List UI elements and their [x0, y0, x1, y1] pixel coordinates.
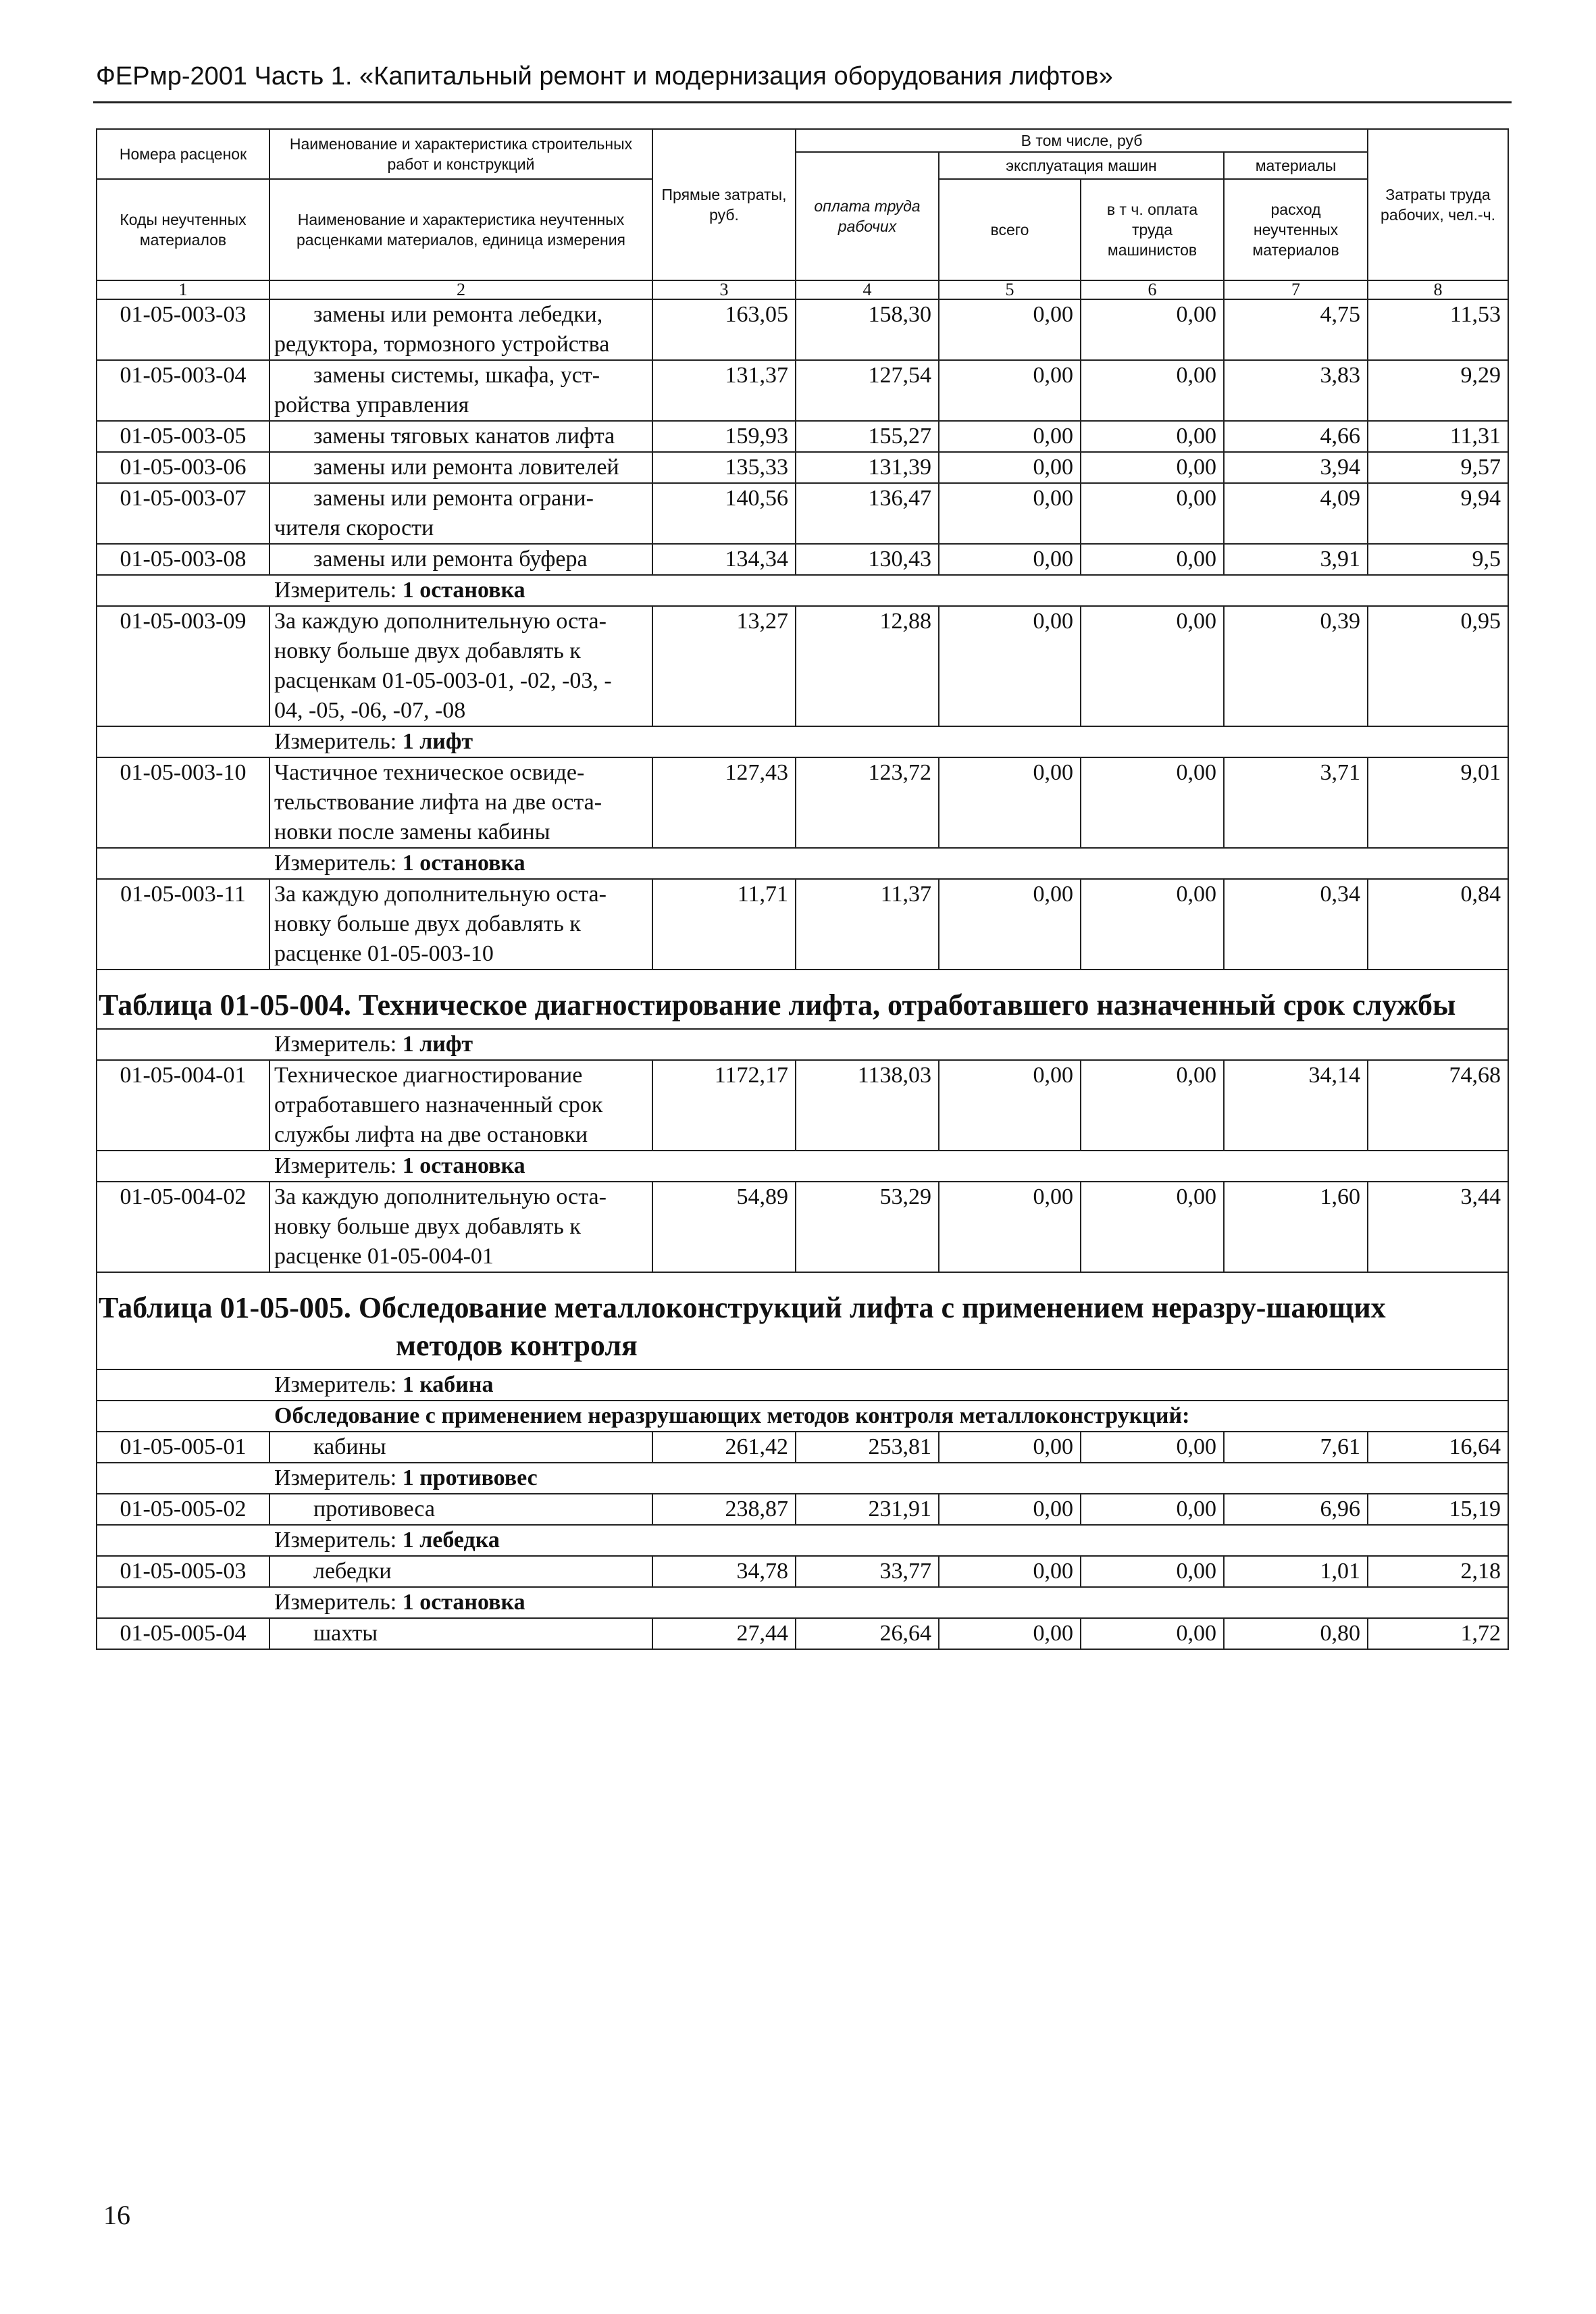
work-name [269, 1432, 652, 1463]
unit-prefix: Измеритель: [274, 1528, 403, 1553]
value-cell: 0,00 [1081, 1618, 1224, 1649]
unit-value: 1 противовес [402, 1465, 538, 1490]
unit-prefix: Измеритель: [274, 729, 403, 754]
work-name-line: замены или ремонта ограни- [313, 486, 594, 511]
col-number: 8 [1368, 280, 1508, 299]
unit-label [97, 726, 1508, 757]
value-cell: 0,00 [1081, 1556, 1224, 1587]
work-name-line: расценкам 01-05-003-01, -02, -03, - [274, 668, 612, 693]
work-name [269, 1182, 652, 1272]
value-cell: 0,00 [1081, 452, 1224, 483]
unit-row [97, 1029, 1508, 1060]
work-name-line: За каждую дополнительную оста- [274, 609, 607, 634]
rate-code: 01-05-003-05 [97, 421, 269, 452]
value-cell: 127,54 [796, 360, 939, 421]
value-cell: 134,34 [652, 544, 796, 575]
value-cell: 0,00 [1081, 421, 1224, 452]
value-cell: 9,01 [1368, 757, 1508, 848]
table-row [97, 544, 1508, 575]
section-subtitle: Обследование с применением неразрушающих методов контроля металлоконструкций: [97, 1401, 1508, 1432]
col-header-material-codes: Коды неучтенных материалов [97, 179, 269, 280]
work-name-line: отработавшего назначенный срок [274, 1092, 603, 1117]
value-cell: 231,91 [796, 1494, 939, 1525]
work-name-line: замены или ремонта ловителей [313, 455, 619, 480]
unit-prefix: Измеритель: [274, 851, 403, 876]
value-cell: 123,72 [796, 757, 939, 848]
value-cell: 34,78 [652, 1556, 796, 1587]
unit-row [97, 1463, 1508, 1494]
value-cell: 9,5 [1368, 544, 1508, 575]
value-cell: 0,00 [939, 1618, 1081, 1649]
table-row [97, 483, 1508, 544]
value-cell: 1138,03 [796, 1060, 939, 1151]
value-cell: 130,43 [796, 544, 939, 575]
value-cell: 0,00 [1081, 544, 1224, 575]
value-cell: 54,89 [652, 1182, 796, 1272]
value-cell: 26,64 [796, 1618, 939, 1649]
work-name-line: чителя скорости [274, 515, 434, 540]
rate-code: 01-05-005-01 [97, 1432, 269, 1463]
work-name-line: тельствование лифта на две оста- [274, 790, 602, 815]
value-cell: 9,29 [1368, 360, 1508, 421]
work-name [269, 299, 652, 360]
work-name [269, 1060, 652, 1151]
col-number: 5 [939, 280, 1081, 299]
value-cell: 0,39 [1224, 606, 1368, 726]
work-name-line: За каждую дополнительную оста- [274, 1184, 607, 1209]
rates-table [96, 128, 1509, 1650]
table-row [97, 757, 1508, 848]
unit-row [97, 1587, 1508, 1618]
work-name [269, 879, 652, 970]
rate-code: 01-05-003-11 [97, 879, 269, 970]
rate-code: 01-05-003-03 [97, 299, 269, 360]
value-cell: 4,75 [1224, 299, 1368, 360]
rate-code: 01-05-003-06 [97, 452, 269, 483]
value-cell: 0,00 [1081, 1182, 1224, 1272]
table-row [97, 452, 1508, 483]
section-title: Таблица 01-05-005. Обследование металлоконструкций лифта с применением неразру-шающих методов контроля [97, 1272, 1508, 1369]
col-number: 4 [796, 280, 939, 299]
value-cell: 155,27 [796, 421, 939, 452]
work-name-line: лебедки [313, 1559, 392, 1584]
rate-code: 01-05-003-10 [97, 757, 269, 848]
rate-code: 01-05-005-04 [97, 1618, 269, 1649]
col-header-machines-total: всего [939, 179, 1081, 280]
work-name-line: замены или ремонта буфера [313, 547, 588, 572]
value-cell: 0,00 [939, 1182, 1081, 1272]
rate-code: 01-05-003-08 [97, 544, 269, 575]
value-cell: 12,88 [796, 606, 939, 726]
table-row [97, 1432, 1508, 1463]
unit-value: 1 остановка [402, 578, 525, 603]
value-cell: 33,77 [796, 1556, 939, 1587]
value-cell: 0,00 [939, 1060, 1081, 1151]
value-cell: 158,30 [796, 299, 939, 360]
table-row [97, 606, 1508, 726]
col-header-material-name: Наименование и характеристика неучтенных расценками материалов, единица измерения [269, 179, 652, 280]
value-cell: 1172,17 [652, 1060, 796, 1151]
value-cell: 1,60 [1224, 1182, 1368, 1272]
work-name-line: замены системы, шкафа, уст- [313, 363, 600, 388]
value-cell: 3,71 [1224, 757, 1368, 848]
value-cell: 16,64 [1368, 1432, 1508, 1463]
unit-label [97, 575, 1508, 606]
col-number: 2 [269, 280, 652, 299]
work-name [269, 1556, 652, 1587]
work-name-line: За каждую дополнительную оста- [274, 882, 607, 907]
value-cell: 11,71 [652, 879, 796, 970]
value-cell: 253,81 [796, 1432, 939, 1463]
value-cell: 0,00 [939, 1494, 1081, 1525]
unit-prefix: Измеритель: [274, 1465, 403, 1490]
work-name-line: новки после замены кабины [274, 820, 550, 845]
col-number: 1 [97, 280, 269, 299]
work-name [269, 1494, 652, 1525]
value-cell: 0,00 [939, 299, 1081, 360]
value-cell: 0,00 [1081, 1432, 1224, 1463]
work-name-line: ройства управления [274, 393, 469, 418]
work-name-line: кабины [313, 1434, 386, 1459]
col-header-rate-numbers: Номера расценок [97, 129, 269, 179]
rate-code: 01-05-003-07 [97, 483, 269, 544]
table-heading-row [97, 970, 1508, 1029]
value-cell: 0,95 [1368, 606, 1508, 726]
value-cell: 11,37 [796, 879, 939, 970]
value-cell: 3,44 [1368, 1182, 1508, 1272]
value-cell: 0,00 [939, 452, 1081, 483]
value-cell: 127,43 [652, 757, 796, 848]
unit-value: 1 остановка [402, 1590, 525, 1615]
value-cell: 3,94 [1224, 452, 1368, 483]
table-row [97, 299, 1508, 360]
unit-prefix: Измеритель: [274, 1032, 403, 1057]
unit-value: 1 остановка [402, 1153, 525, 1178]
unit-prefix: Измеритель: [274, 1153, 403, 1178]
table-row [97, 360, 1508, 421]
value-cell: 4,09 [1224, 483, 1368, 544]
value-cell: 9,94 [1368, 483, 1508, 544]
table-heading-row [97, 1272, 1508, 1369]
col-header-work-name: Наименование и характеристика строительных работ и конструкций [269, 129, 652, 179]
work-name-line: редуктора, тормозного устройства [274, 332, 610, 357]
value-cell: 0,00 [1081, 483, 1224, 544]
value-cell: 0,80 [1224, 1618, 1368, 1649]
value-cell: 163,05 [652, 299, 796, 360]
unit-label [97, 1151, 1508, 1182]
work-name [269, 360, 652, 421]
unit-row [97, 1151, 1508, 1182]
work-name [269, 452, 652, 483]
value-cell: 1,72 [1368, 1618, 1508, 1649]
value-cell: 0,00 [1081, 606, 1224, 726]
unit-value: 1 лифт [402, 729, 473, 754]
work-name-line: шахты [313, 1621, 378, 1646]
unit-label [97, 1029, 1508, 1060]
value-cell: 159,93 [652, 421, 796, 452]
unit-label [97, 848, 1508, 879]
rate-code: 01-05-005-03 [97, 1556, 269, 1587]
value-cell: 0,00 [939, 360, 1081, 421]
work-name-line: противовеса [313, 1496, 436, 1521]
col-header-worker-pay: оплата труда рабочих [796, 152, 939, 280]
value-cell: 2,18 [1368, 1556, 1508, 1587]
unit-row [97, 726, 1508, 757]
table-body [97, 299, 1508, 1649]
value-cell: 0,00 [939, 1432, 1081, 1463]
col-number: 3 [652, 280, 796, 299]
work-name-line: Частичное техническое освиде- [274, 760, 585, 785]
value-cell: 34,14 [1224, 1060, 1368, 1151]
value-cell: 238,87 [652, 1494, 796, 1525]
unit-label [97, 1525, 1508, 1556]
value-cell: 9,57 [1368, 452, 1508, 483]
value-cell: 0,34 [1224, 879, 1368, 970]
value-cell: 27,44 [652, 1618, 796, 1649]
rate-code: 01-05-004-01 [97, 1060, 269, 1151]
work-name-line: расценке 01-05-004-01 [274, 1244, 494, 1269]
value-cell: 0,84 [1368, 879, 1508, 970]
rate-code: 01-05-005-02 [97, 1494, 269, 1525]
unit-row [97, 1525, 1508, 1556]
value-cell: 136,47 [796, 483, 939, 544]
subheading-row [97, 1401, 1508, 1432]
col-header-group: В том числе, руб [796, 129, 1368, 152]
value-cell: 15,19 [1368, 1494, 1508, 1525]
col-header-machines: эксплуатация машин [939, 152, 1224, 179]
unit-row [97, 1369, 1508, 1401]
work-name-line: 04, -05, -06, -07, -08 [274, 698, 466, 723]
value-cell: 3,83 [1224, 360, 1368, 421]
value-cell: 0,00 [1081, 299, 1224, 360]
value-cell: 4,66 [1224, 421, 1368, 452]
work-name-line: Техническое диагностирование [274, 1063, 583, 1088]
value-cell: 0,00 [939, 483, 1081, 544]
value-cell: 135,33 [652, 452, 796, 483]
value-cell: 0,00 [1081, 360, 1224, 421]
unit-label [97, 1369, 1508, 1401]
work-name-line: новку больше двух добавлять к [274, 911, 581, 936]
work-name-line: расценке 01-05-003-10 [274, 941, 494, 966]
page-number: 16 [103, 2200, 130, 2230]
work-name [269, 1618, 652, 1649]
section-title: Таблица 01-05-004. Техническое диагностирование лифта, отработавшего назначенный срок службы [97, 970, 1508, 1029]
unit-prefix: Измеритель: [274, 1372, 403, 1397]
value-cell: 3,91 [1224, 544, 1368, 575]
rate-code: 01-05-003-04 [97, 360, 269, 421]
value-cell: 0,00 [939, 757, 1081, 848]
unit-prefix: Измеритель: [274, 1590, 403, 1615]
header-divider [93, 101, 1512, 103]
value-cell: 74,68 [1368, 1060, 1508, 1151]
value-cell: 261,42 [652, 1432, 796, 1463]
unit-value: 1 лебедка [402, 1528, 500, 1553]
table-row [97, 879, 1508, 970]
value-cell: 131,37 [652, 360, 796, 421]
col-number: 6 [1081, 280, 1224, 299]
col-number: 7 [1224, 280, 1368, 299]
value-cell: 0,00 [1081, 1494, 1224, 1525]
value-cell: 0,00 [1081, 1060, 1224, 1151]
table-row [97, 1182, 1508, 1272]
table-row [97, 1556, 1508, 1587]
page-header: ФЕРмр-2001 Часть 1. «Капитальный ремонт и модернизация оборудования лифтов» [96, 62, 1113, 91]
work-name-line: замены или ремонта лебедки, [313, 302, 603, 327]
unit-prefix: Измеритель: [274, 578, 403, 603]
unit-row [97, 848, 1508, 879]
work-name [269, 606, 652, 726]
rate-code: 01-05-003-09 [97, 606, 269, 726]
value-cell: 11,53 [1368, 299, 1508, 360]
table-row [97, 1618, 1508, 1649]
unit-value: 1 лифт [402, 1032, 473, 1057]
value-cell: 131,39 [796, 452, 939, 483]
value-cell: 53,29 [796, 1182, 939, 1272]
value-cell: 13,27 [652, 606, 796, 726]
table-row [97, 421, 1508, 452]
value-cell: 7,61 [1224, 1432, 1368, 1463]
work-name [269, 421, 652, 452]
value-cell: 0,00 [939, 544, 1081, 575]
value-cell: 0,00 [1081, 757, 1224, 848]
value-cell: 0,00 [939, 879, 1081, 970]
work-name-line: службы лифта на две остановки [274, 1122, 588, 1147]
work-name-line: новку больше двух добавлять к [274, 638, 581, 663]
unit-value: 1 кабина [402, 1372, 494, 1397]
value-cell: 6,96 [1224, 1494, 1368, 1525]
work-name [269, 757, 652, 848]
work-name-line: замены тяговых канатов лифта [313, 424, 615, 449]
value-cell: 0,00 [939, 421, 1081, 452]
table-row [97, 1494, 1508, 1525]
col-header-labor-costs: Затраты труда рабочих, чел.-ч. [1368, 129, 1508, 280]
value-cell: 140,56 [652, 483, 796, 544]
unit-value: 1 остановка [402, 851, 525, 876]
unit-label [97, 1463, 1508, 1494]
col-header-materials: материалы [1224, 152, 1368, 179]
table-row [97, 1060, 1508, 1151]
work-name-line: новку больше двух добавлять к [274, 1214, 581, 1239]
col-header-direct-costs: Прямые затраты, руб. [652, 129, 796, 280]
unit-row [97, 575, 1508, 606]
value-cell: 0,00 [939, 606, 1081, 726]
col-header-unaccounted-materials: расход неучтенных материалов [1224, 179, 1368, 280]
rate-code: 01-05-004-02 [97, 1182, 269, 1272]
col-header-operator-pay: в т ч. оплата труда машинистов [1081, 179, 1224, 280]
work-name [269, 483, 652, 544]
value-cell: 0,00 [1081, 879, 1224, 970]
value-cell: 11,31 [1368, 421, 1508, 452]
value-cell: 0,00 [939, 1556, 1081, 1587]
unit-label [97, 1587, 1508, 1618]
work-name [269, 544, 652, 575]
value-cell: 1,01 [1224, 1556, 1368, 1587]
